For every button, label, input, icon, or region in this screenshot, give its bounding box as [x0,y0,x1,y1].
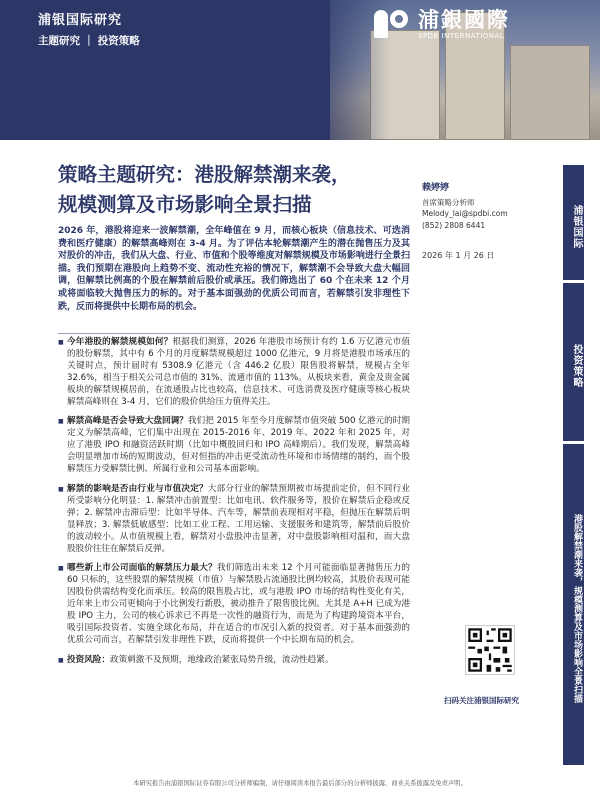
key-point [58,416,410,476]
analyst-name: 赖婷婷 [422,183,450,193]
report-date: 2026 年 1 月 26 日 [422,251,495,260]
key-point-lead: 解禁的影响是否由行业与市值决定？ [67,483,208,494]
footer-disclaimer: 本研究报告由浦银国际证券有限公司分析师编制，请仔细阅读本报告最后部分的分析师披露、商业关系披露及免责声明。 [133,780,467,787]
section-divider [58,333,410,334]
report-title-line-1: 策略主题研究：港股解禁潮来袭， [58,163,351,186]
key-point-text: 大部分行业的解禁预期被市场提前定价，但不同行业所受影响分化明显：1. 解禁冲击前置型：比如电讯、软件服务等，股价在解禁后企稳或反弹；2. 解禁冲击滞后型：比如半导体、汽车等，解禁前表现相对平稳，但抛压在解禁后明显释放；3. 解禁低敏感型：比如工业工程、工用运输、支援服务和建筑等，解禁前后股价的波动较小。从市值规模上看，解禁对小盘股冲击显著，对中盘股影响相对温和，而大盘股股价往往在解禁后反弹。 [67,483,410,554]
header-subtitle: 主题研究 ｜ 投资策略 [38,35,140,47]
key-point [58,563,410,646]
side-stripe [563,165,584,765]
key-point-lead: 今年港股的解禁规模如何？ [67,337,173,347]
report-abstract: 2026 年，港股将迎来一波解禁潮，全年峰值在 9 月，而核心板块（信息技术、可选消费和医疗健康）的解禁高峰则在 3-4 月。为了评估本轮解禁潮产生的潜在抛售压力及其对股价的冲击，我们从大盘、行业、市值和个股等维度对解禁规模及市场影响进行全景扫描。我们预期在港股向上趋势不变、流动性充裕的情况下，解禁潮不会导致大盘大幅回调，但解禁比例高的个股在解禁前后股价或承压。我们筛选出了 60 个在未来 12 个月或将面临较大抛售压力的标的。对于基本面强劲的优质公司而言，若解禁引发非理性下跌，反而将提供中长期布局的机会。 [58,226,410,312]
key-points [58,337,410,675]
side-label-title: 港股解禁潮来袭，规模测算及市场影响全景扫描 [563,444,584,765]
analyst-phone: (852) 2808 6441 [422,221,486,230]
key-point-lead: 哪些新上市公司面临的解禁压力最大？ [67,563,217,574]
report-title-line-2: 规模测算及市场影响全景扫描 [58,193,312,216]
key-point [58,484,410,555]
qr-caption: 扫码关注浦银国际研究 [444,696,519,705]
key-point-text: 根据我们测算，2026 年港股市场预计有约 1.6 万亿港元市值的股份解禁，其中有 6 个月的月度解禁规模超过 1000 亿港元，9 月将是港股市场承压的关键时点，预计届时有 5308.9 亿港元（含 446.2 亿股）限售股将解禁，规模占全年 32.6%，相当于相关公司总市值的 31%、流通市值的 113%。从板块来看，黄金及贵金属板块的解禁规模居前，在流通股占比也较高，信息技术、可选消费及医疗健康等核心板块解禁高峰则在 3-4 月，它们的股价供给压力值得关注。 [67,337,410,407]
logo-mark-icon [372,6,412,42]
key-point-lead: 投资风险： [67,654,110,665]
analyst-role: 首席策略分析师 [422,198,475,207]
key-point-lead: 解禁高峰是否会导致大盘回调？ [67,416,188,427]
key-point-text: 我们把 2015 年至今月度解禁市值突破 500 亿港元的时期定义为解禁高峰，它们集中出现在 2015-2016 年、2019 年、2022 年和 2025 年，对应了港股 IPO 和融资活跃时期（比如中概股回归和 IPO 高峰期后）。我们发现，解禁高峰会明显增加市场的短期波动，但对恒指的冲击更受流动性环境和市场情绪的制约，而个股解禁压力受解禁比例、所属行业和公司基本面影响。 [67,416,410,475]
building-right [510,45,590,140]
key-point-text: 政策刺激不及预期，地缘政治紧张局势升级，流动性趋紧。 [109,654,334,665]
key-point [58,655,410,667]
header-brand: 浦银国际研究 [38,13,123,28]
key-point [58,337,410,408]
company-logo [372,6,510,42]
header-banner [0,0,600,140]
analyst-email[interactable]: Melody_lai@spdbi.com [422,209,508,218]
key-point-text: 我们筛选出未来 12 个月可能面临显著抛售压力的 60 只标的，这些股票的解禁规模（市值）与解禁股占流通股比例均较高，其股价表现可能因股份供需结构变化而承压。较高的限售股占比，或与港股 IPO 市场的结构性变化有关，近年来上市公司更倾向于小比例发行新股，被动推升了限售股比例。尤其是 A+H 已成为港股 IPO 主力，公司的核心诉求已不再是一次性的融资行为，而是为了构建跨境资本平台，吸引国际投资者、实施全球化布局，并在适合的市况引入新的投资者。对于基本面强劲的优质公司而言，若解禁引发非理性下跌，反而将提供一个中长期布局的机会。 [67,563,410,645]
side-label-category: 投资策略 [563,283,584,441]
report-title [58,160,408,220]
side-label-brand: 浦银国际 [563,165,584,280]
logo-chinese-name: 浦銀國際 [418,8,510,32]
qr-code-icon[interactable] [465,625,515,675]
logo-english-name: SPDB INTERNATIONAL [418,32,505,40]
